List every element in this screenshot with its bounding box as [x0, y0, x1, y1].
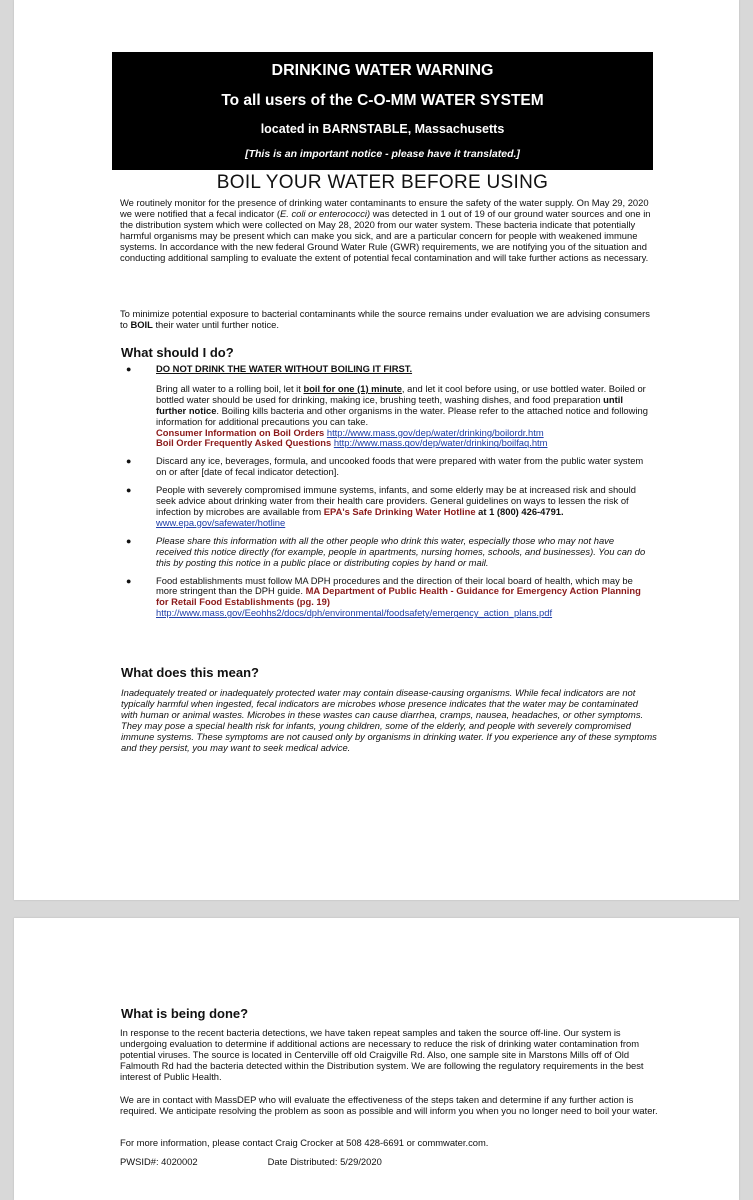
- what-is-being-done-heading: What is being done?: [121, 1006, 249, 1021]
- meaning-paragraph: Inadequately treated or inadequately protected water may contain disease-causing organisms. While fecal indicators are not typically harmful when ingested, fecal indicators are microbes whose presence indicates that the water may be contaminated with human or animal wastes. Microbes in these wastes can cause diarrhea, cramps, nausea, headaches, or other symptoms. They may pose a special health risk for infants, young children, some of the elderly, and people with severely compromised immune systems. These symptoms are not caused only by organisms in drinking water. If you experience any of these symptoms and they persist, you may want to seek medical advice.: [121, 687, 657, 753]
- banner-location: located in BARNSTABLE, Massachusetts: [260, 122, 505, 136]
- notice-page-1: [14, 0, 739, 900]
- boil-order-reference-2: Boil Order Frequently Asked Questions http://www.mass.gov/dep/water/drinking/boilfaq.htm: [156, 437, 548, 449]
- bullet-icon: ●: [126, 364, 132, 374]
- immune-advice-text: People with severely compromised immune systems, infants, and some elderly may be at increased risk and should seek advice about drinking water from their health care providers. General guidelines on ways to lessen the risk of infection by microbes are available from EPA's Safe Drinking Water Hotline at 1 (800) 426-4791. www.epa.gov/safewater/hotline: [156, 484, 636, 528]
- bullet-icon: ●: [126, 535, 132, 546]
- notice-page-2: [14, 918, 739, 1200]
- banner-title: DRINKING WATER WARNING: [271, 62, 494, 79]
- food-establishments-text: Food establishments must follow MA DPH procedures and the direction of their local board of health, which may be more stringent than the DPH guide. MA Department of Public Health - Guidance for Emergency Action Planning for Retail Food Establishments (pg. 19) http://www.mass.gov/Eeohhs2/docs/dph/environmental/foodsafety/emergency_action_plans.pdf: [156, 574, 641, 619]
- bullet-icon: ●: [126, 456, 132, 467]
- list-item: [122, 364, 652, 449]
- dph-guidance-link[interactable]: http://www.mass.gov/Eeohhs2/docs/dph/environmental/foodsafety/emergency_action_plans.pdf: [156, 607, 553, 619]
- pwsid: PWSID#: 4020002: [120, 1156, 198, 1167]
- what-does-this-mean-heading: What does this mean?: [121, 665, 259, 680]
- list-item: [122, 576, 652, 620]
- banner-system: To all users of the C-O-MM WATER SYSTEM: [221, 92, 544, 109]
- date-distributed: Date Distributed: 5/29/2020: [267, 1156, 382, 1167]
- do-not-drink-title: DO NOT DRINK THE WATER WITHOUT BOILING IT FIRST.: [156, 363, 413, 374]
- list-item: [122, 485, 652, 529]
- boil-heading: BOIL YOUR WATER BEFORE USING: [216, 172, 549, 193]
- intro-paragraph-2: To minimize potential exposure to bacterial contaminants while the source remains under evaluation we are advising consumers to BOIL their water until further notice.: [120, 308, 650, 330]
- epa-hotline-link[interactable]: www.epa.gov/safewater/hotline: [156, 516, 286, 528]
- banner-translate-note: [This is an important notice - please have it translated.]: [245, 148, 520, 160]
- boil-order-link[interactable]: http://www.mass.gov/dep/water/drinking/boilordr.htm: [326, 426, 544, 438]
- footer-row: [120, 1157, 660, 1168]
- boil-instructions: Bring all water to a rolling boil, let it boil for one (1) minute, and let it cool before using, or use bottled water. Boiled or bottled water should be used for drinking, making ice, brushing teeth, washing dishes, and food preparation until further notice. Boiling kills bacteria and other organisms in the water. Please refer to the attached notice and following information for additional precautions you can take.: [156, 382, 648, 427]
- bullet-icon: ●: [126, 485, 132, 496]
- boil-order-reference-1: Consumer Information on Boil Orders http://www.mass.gov/dep/water/drinking/boilordr.htm: [156, 426, 544, 438]
- action-list: [122, 364, 652, 626]
- share-info-text: Please share this information with all the other people who drink this water, especially those who may not have received this notice directly (for example, people in apartments, nursing homes, schools, and businesses). You can do this by posting this notice in a public place or distributing copies by hand or mail.: [156, 534, 646, 568]
- being-done-paragraph-2: We are in contact with MassDEP who will evaluate the effectiveness of the steps taken and determine if any further action is required. We anticipate resolving the problem as soon as possible and will inform you when you no longer need to boil your water.: [120, 1094, 658, 1116]
- boil-faq-link[interactable]: http://www.mass.gov/dep/water/drinking/boilfaq.htm: [333, 437, 548, 449]
- what-should-i-do-heading: What should I do?: [121, 345, 234, 360]
- warning-banner: [112, 52, 653, 170]
- list-item: [122, 536, 652, 569]
- intro-paragraph-1: We routinely monitor for the presence of drinking water contaminants to ensure the safety of the water supply. On May 29, 2020 we were notified that a fecal indicator (E. coli or enterococci) was detected in 1 out of 19 of our ground water sources and one in the distribution system which were collected on May 28, 2020 from our water system. These bacteria indicate that potentially harmful organisms may be present which can make you sick, and are a particular concern for people with weakened immune systems. In accordance with the new federal Ground Water Rule (GWR) requirements, we are notifying you of the situation and conducting additional sampling to evaluate the extent of potential fecal contamination and will take further actions as necessary.: [120, 197, 651, 263]
- bullet-icon: ●: [126, 575, 132, 586]
- discard-items-text: Discard any ice, beverages, formula, and uncooked foods that were prepared with water from the public water system on or after [date of fecal indicator detection].: [156, 455, 644, 478]
- list-item: [122, 456, 652, 478]
- being-done-paragraph-1: In response to the recent bacteria detections, we have taken repeat samples and taken the source off-line. Our system is undergoing evaluation to determine if additional actions are necessary to reduce the risk of drinking water contamination from potential viruses. The source is located in Centerville off old Craigville Rd. Also, one sample site in Marstons Mills off of Old Falmouth Rd had the bacteria detected within the Distribution system. We are following the regulatory requirements in the best interest of Public Health.: [120, 1027, 644, 1082]
- contact-info: For more information, please contact Craig Crocker at 508 428-6691 or commwater.com.: [120, 1137, 489, 1148]
